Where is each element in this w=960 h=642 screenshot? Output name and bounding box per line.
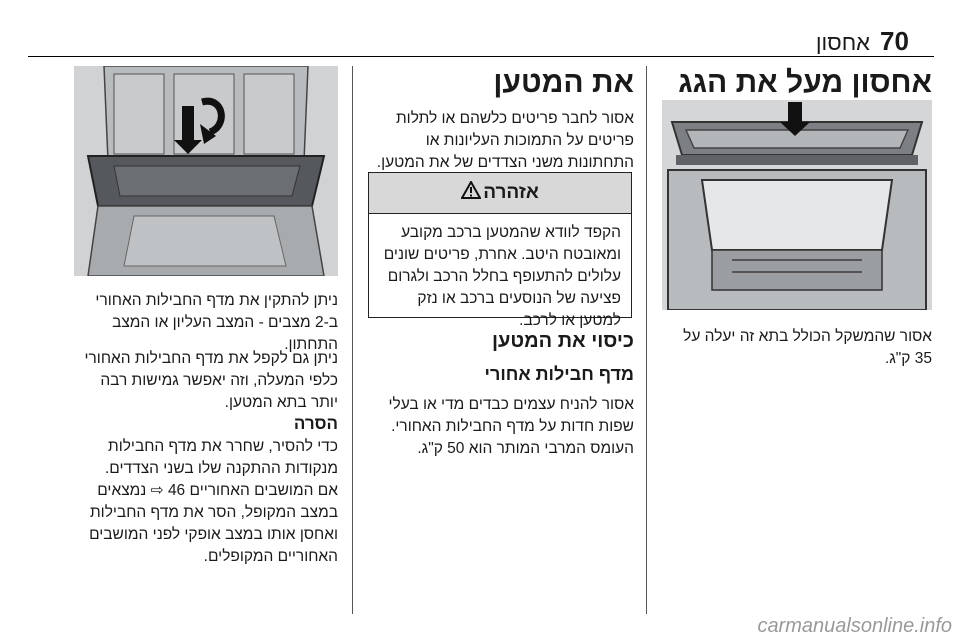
folded-seats-text: אם המושבים האחוריים 46 ⇨ נמצאים במצב המקופל, הסר את מדף החבילות ואחסן אותו במצב אופקי לפני המושבים האחוריים המקופלים.	[89, 482, 338, 565]
warning-text: הקפד לוודא שהמטען ברכב מקובע ומאובטח היטב. אחרת, פריטים שונים עלולים להתעופף בחלל הרכב ולגרום פציעה של הנוסעים ברכב או נזק למטען או לרכב.	[383, 224, 621, 329]
roof-storage-illustration	[662, 100, 932, 310]
warning-triangle-icon	[461, 181, 481, 205]
warning-header	[369, 173, 631, 214]
cargo-cover-heading: כיסוי את המטען	[491, 330, 634, 352]
rear-shelf-text: אסור להניח עצמים כבדים מדי או בעלי שפות חדות על מדף החבילות האחורי.	[388, 396, 634, 435]
warning-title: אזהרה	[483, 182, 539, 203]
header-rule	[28, 56, 934, 57]
max-load-text: העומס המרבי המותר הוא 50 ק"ג.	[417, 440, 634, 457]
watermark: carmanualsonline.info	[757, 615, 952, 637]
warning-box	[368, 172, 632, 329]
shelf-fold-text: ניתן גם לקפל את מדף החבילות האחורי כלפי המעלה, וזה יאפשר גמישות רבה יותר בתא המטען.	[84, 350, 338, 411]
column-divider	[646, 66, 647, 614]
removal-text: כדי להסיר, שחרר את מדף החבילות מנקודות ההתקנה שלו בשני הצדדים.	[104, 438, 338, 477]
page-number: 70	[880, 26, 909, 56]
column-divider	[352, 66, 353, 614]
cargo-intro: אסור לחבר פריטים כלשהם או לתלות פריטים על התמוכות העליונות או התחתונות משני הצדדים של את המטען.	[376, 110, 634, 171]
removal-heading: הסרה	[293, 414, 338, 433]
shelf-positions-text: ניתן להתקין את מדף החבילות האחורי ב-2 מצבים - המצב העליון או המצב התחתון.	[95, 292, 338, 353]
roof-storage-caption: אסור שהמשקל הכולל בתא זה יעלה על 35 ק"ג.	[683, 328, 932, 367]
rear-shelf-heading: מדף חבילות אחורי	[484, 364, 634, 384]
cargo-title: את המטען	[493, 66, 634, 99]
section-title: אחסון	[815, 30, 870, 55]
roof-storage-title: אחסון מעל את הגג	[678, 66, 932, 99]
rear-shelf-illustration	[74, 66, 338, 276]
